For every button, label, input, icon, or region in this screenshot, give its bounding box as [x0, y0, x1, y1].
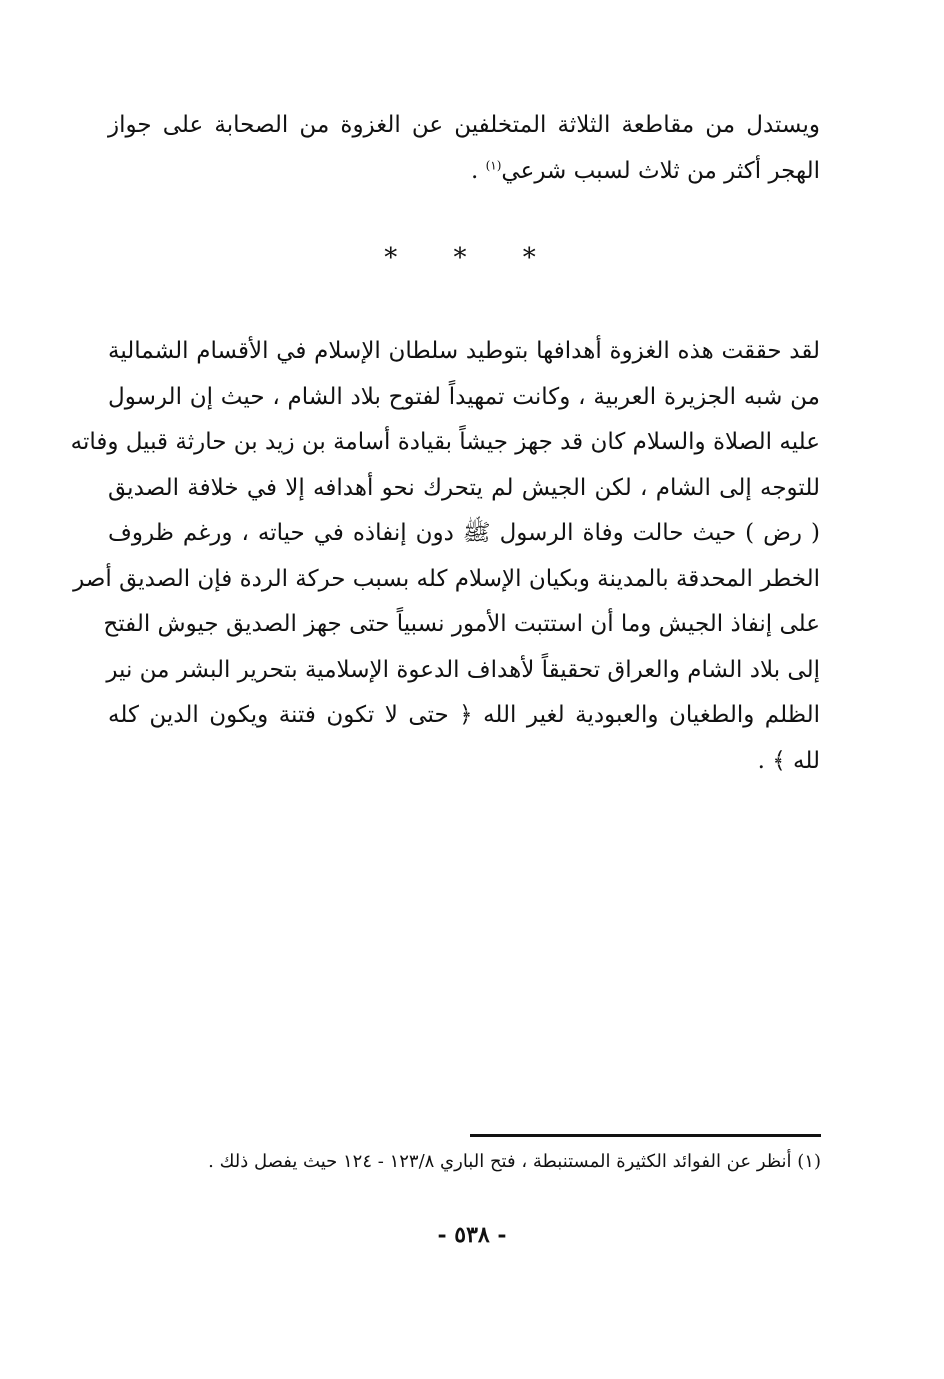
intro-line-2-text: الهجر أكثر من ثلاث لسبب شرعي	[501, 158, 820, 184]
main-line-5: ( رض ) حيث حالت وفاة الرسول ﷺ دون إنفاذه في حياته ، ورغم ظروف	[108, 520, 820, 546]
intro-line-2	[108, 148, 820, 194]
main-line-8: إلى بلاد الشام والعراق تحقيقاً لأهداف الدعوة الإسلامية بتحرير البشر من نير	[106, 656, 820, 683]
page-number: - ٥٣٨ -	[437, 1222, 507, 1248]
section-separator: * * *	[384, 243, 560, 273]
main-line-3: عليه الصلاة والسلام كان قد جهز جيشاً بقيادة أسامة بن زيد بن حارثة قبيل وفاته	[70, 429, 820, 455]
intro-line-1: ويستدل من مقاطعة الثلاثة المتخلفين عن الغزوة من الصحابة على جواز	[108, 112, 820, 138]
main-line-10: لله ﴾ .	[757, 747, 820, 774]
intro-paragraph	[108, 102, 820, 194]
main-paragraph	[70, 329, 820, 784]
intro-line-2-end: .	[470, 158, 479, 184]
main-line-9: الظلم والطغيان والعبودية لغير الله ﴿ حتى لا تكون فتنة ويكون الدين كله	[108, 702, 820, 728]
footnote-text: (١) أنظر عن الفوائد الكثيرة المستنبطة ، فتح الباري ١٢٣/٨ - ١٢٤ حيث يفصل ذلك .	[208, 1151, 821, 1172]
footnote-divider	[470, 1134, 821, 1137]
main-line-6: الخطر المحدقة بالمدينة وبكيان الإسلام كله بسبب حركة الردة فإن الصديق أصر	[73, 565, 820, 592]
footnote-reference: (١)	[485, 158, 502, 173]
main-line-4: للتوجه إلى الشام ، لكن الجيش لم يتحرك نحو أهدافه إلا في خلافة الصديق	[108, 474, 820, 501]
main-line-1: لقد حققت هذه الغزوة أهدافها بتوطيد سلطان الإسلام في الأقسام الشمالية	[108, 338, 820, 364]
main-line-2: من شبه الجزيرة العربية ، وكانت تمهيداً لفتوح بلاد الشام ، حيث إن الرسول	[108, 383, 820, 410]
main-line-7: على إنفاذ الجيش وما أن استتبت الأمور نسبياً حتى جهز الصديق جيوش الفتح	[103, 611, 820, 637]
